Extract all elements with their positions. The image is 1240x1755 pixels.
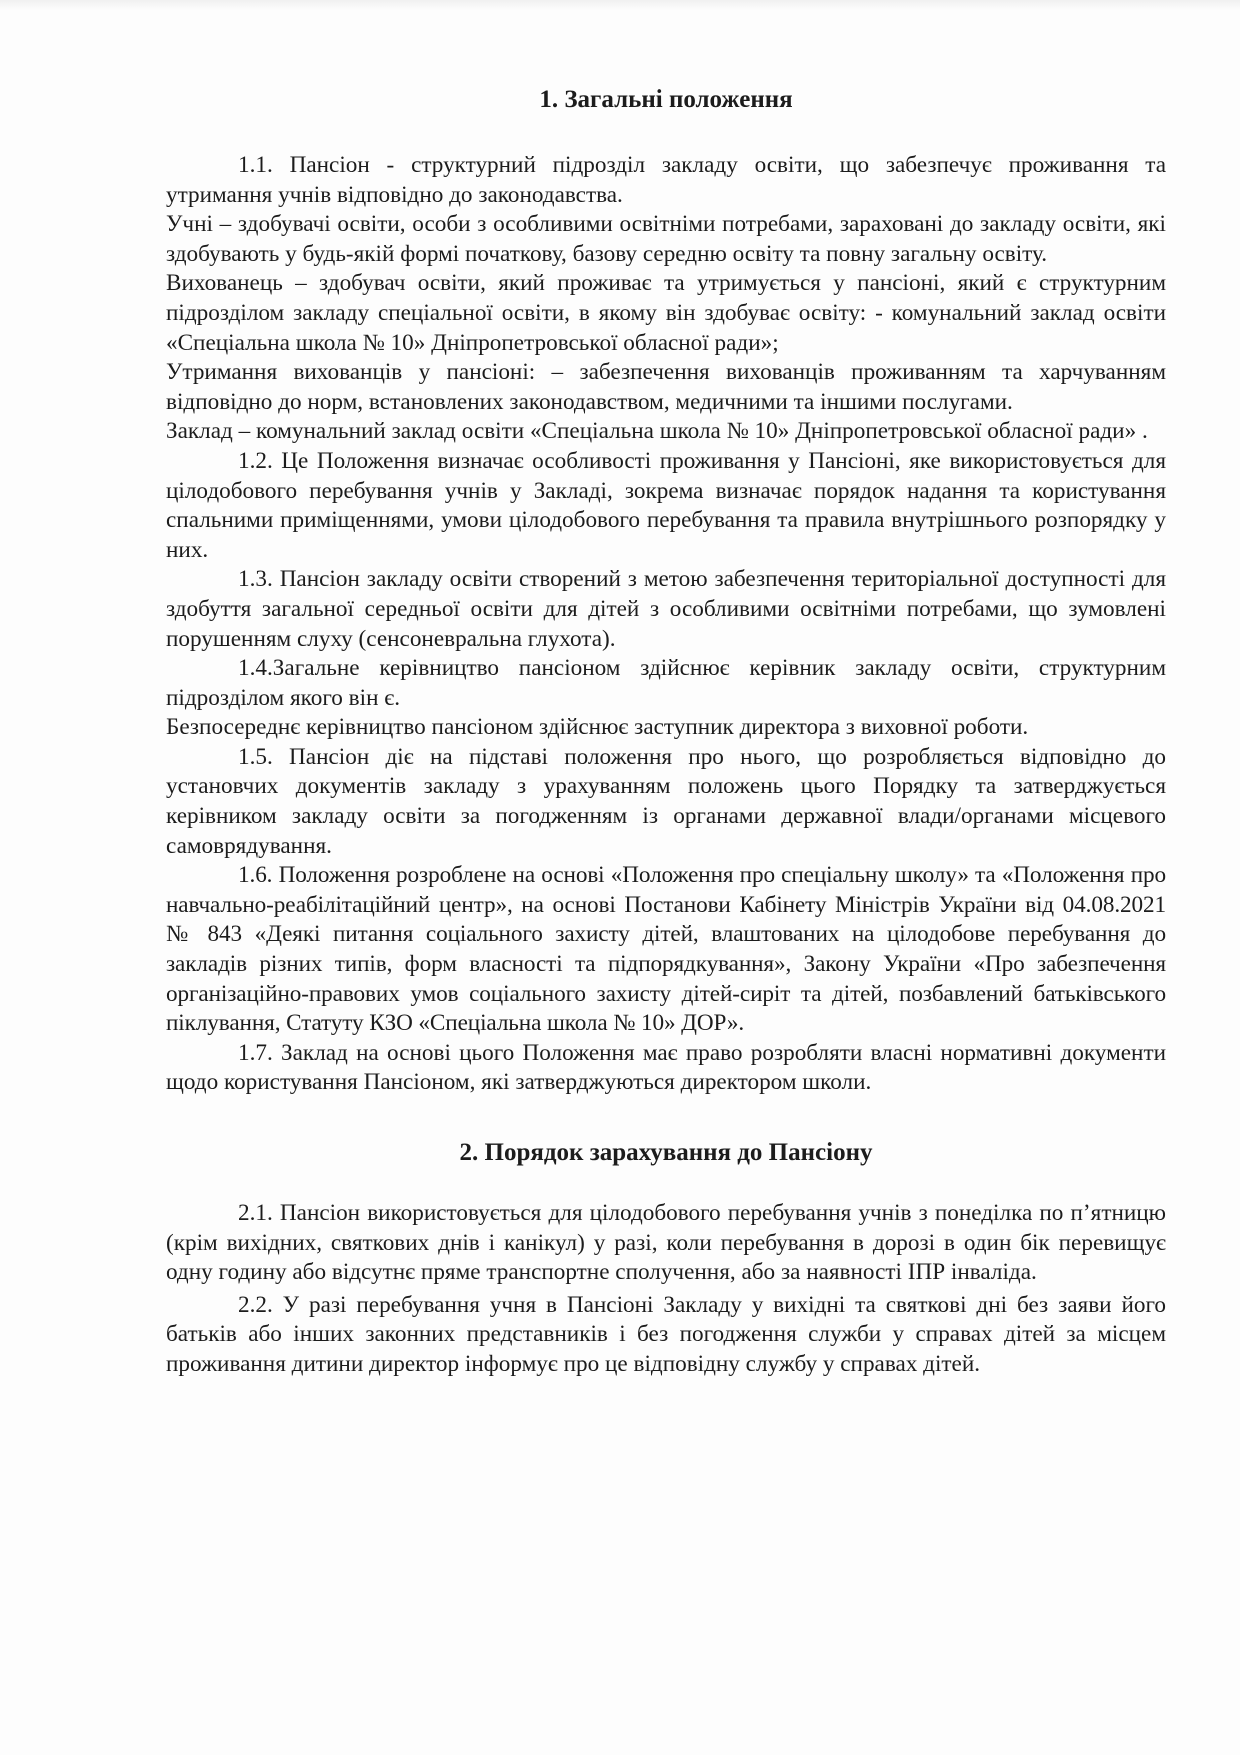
paragraph-definition-institution: Заклад – комунальний заклад освіти «Спеціальна школа № 10» Дніпропетровської обласної ради» . — [166, 418, 1148, 445]
paragraph-direct-management: Безпосереднє керівництво пансіоном здійснює заступник директора з виховної роботи. — [166, 714, 1029, 741]
paragraph-1-3: 1.3. Пансіон закладу освіти створений з метою забезпечення територіальної доступності для здобуття загальної середньої освіти для дітей з особливими освітніми потребами, що зумовлені порушенням слуху (сенсоневральна глухота). — [166, 566, 1166, 652]
paragraph-1-1: 1.1. Пансіон - структурний підрозділ закладу освіти, що забезпечує проживання та утримання учнів відповідно до законодавства. — [166, 152, 1166, 208]
paragraph-2-2: 2.2. У разі перебування учня в Пансіоні Закладу у вихідні та святкові дні без заяви його батьків або інших законних представників і без погодження служби у справах дітей за місцем проживання дитини директор інформує про це відповідну службу у справах дітей. — [166, 1291, 1166, 1377]
paragraph-1-5: 1.5. Пансіон діє на підставі положення про нього, що розробляється відповідно до установчих документів закладу з урахуванням положень цього Порядку та затверджується керівником закладу освіти за погодженням із органами державної влади/органами місцевого самоврядування. — [166, 743, 1166, 859]
section-2-heading: 2. Порядок зарахування до Пансіону — [459, 1139, 873, 1166]
scan-edge — [0, 0, 1240, 10]
paragraph-definition-maintenance: Утримання вихованців у пансіоні: – забезпечення вихованців проживанням та харчуванням відповідно до норм, встановлених законодавством, медичними та іншими послугами. — [166, 359, 1166, 415]
paragraph-2-1: 2.1. Пансіон використовується для цілодобового перебування учнів з понеділка по п’ятницю (крім вихідних, святкових днів і канікул) у разі, коли перебування в дорозі в один бік перевищує одну годину або відсутнє пряме транспортне сполучення, або за наявності ІПР інваліда. — [166, 1200, 1166, 1286]
paragraph-definition-pupil: Вихованець – здобувач освіти, який проживає та утримується у пансіоні, який є структурним підрозділом закладу спеціальної освіти, в якому він здобуває освіту: - комунальний заклад освіти «Спеціальна школа № 10» Дніпропетровської обласної ради»; — [166, 270, 1166, 356]
paragraph-1-4: 1.4.Загальне керівництво пансіоном здійснює керівник закладу освіти, структурним підрозділом якого він є. — [166, 655, 1166, 711]
paragraph-1-7: 1.7. Заклад на основі цього Положення має право розробляти власні нормативні документи щодо користування Пансіоном, які затверджуються директором школи. — [166, 1039, 1166, 1096]
section-1-heading: 1. Загальні положення — [539, 86, 793, 113]
paragraph-1-6: 1.6. Положення розроблене на основі «Положення про спеціальну школу» та «Положення про навчально-реабілітаційний центр», на основі Постанови Кабінету Міністрів України від 04.08.2021 № 843 «Деякі питання соціального захисту дітей, влаштованих на цілодобове перебування до закладів різних типів, форм власності та підпорядкування», Закону України «Про забезпечення організаційно-правових умов соціального захисту дітей-сиріт та дітей, позбавлений батьківського піклування, Статуту КЗО «Спеціальна школа № 10» ДОР». — [166, 862, 1166, 1037]
paragraph-definition-students: Учні – здобувачі освіти, особи з особливими освітніми потребами, зараховані до закладу освіти, які здобувають у будь-якій формі початкову, базову середню освіту та повну загальну освіту. — [166, 211, 1166, 267]
paragraph-1-2: 1.2. Це Положення визначає особливості проживання у Пансіоні, яке використовується для цілодобового перебування учнів у Закладі, зокрема визначає порядок надання та користування спальними приміщеннями, умови цілодобового перебування та правила внутрішнього розпорядку у них. — [166, 447, 1166, 563]
